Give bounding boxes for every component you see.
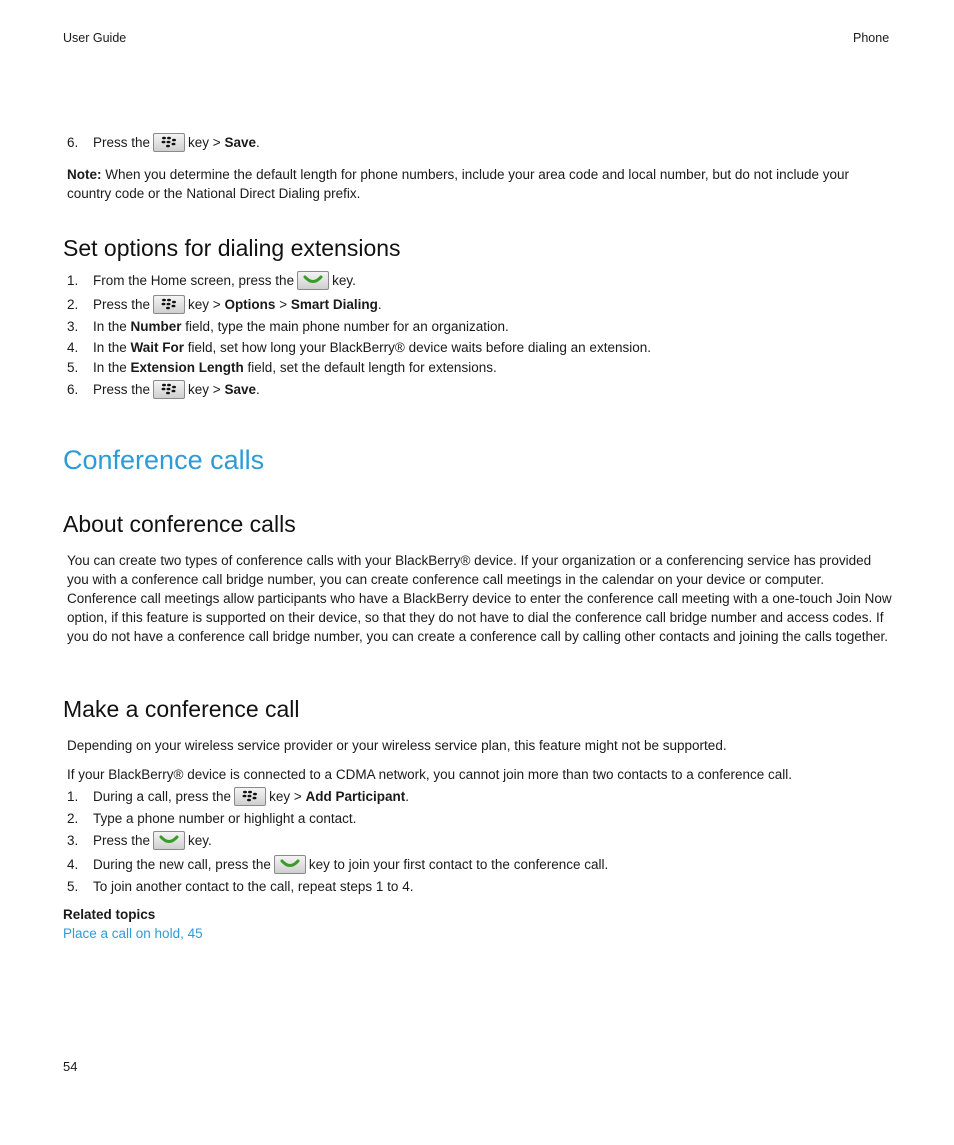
list-item: 4. During the new call, press the key to join your first contact to the conference call. (67, 855, 608, 875)
green-phone-send-key-icon (274, 855, 306, 874)
body-paragraph: If your BlackBerry® device is connected to a CDMA network, you cannot join more than two contacts to a conference call. (67, 767, 793, 782)
chapter-title: Conference calls (63, 445, 265, 475)
body-paragraph: Depending on your wireless service provider or your wireless service plan, this feature might not be supported. (67, 738, 727, 753)
running-header-left: User Guide (63, 31, 127, 45)
page-number: 54 (63, 1059, 78, 1074)
list-item: 1. From the Home screen, press the key. (67, 271, 356, 291)
blackberry-menu-key-icon (153, 295, 185, 314)
blackberry-menu-key-icon (234, 787, 266, 806)
running-header-right: Phone (853, 31, 890, 45)
note-paragraph: Note: When you determine the default length for phone numbers, include your area code and local number, but do not include your country code or the National Direct Dialing prefix. (67, 167, 849, 201)
list-item: 5. In the Extension Length field, set the default length for extensions. (67, 360, 497, 375)
related-topic-link[interactable]: Place a call on hold, 45 (63, 926, 203, 941)
green-phone-send-key-icon (297, 271, 329, 290)
section-heading: About conference calls (63, 511, 296, 537)
blackberry-menu-key-icon (153, 380, 185, 399)
list-item: 6. Press the key > Save. (67, 133, 260, 153)
list-item: 5. To join another contact to the call, repeat steps 1 to 4. (67, 879, 414, 894)
related-topics-heading: Related topics (63, 907, 156, 922)
list-item: 4. In the Wait For field, set how long your BlackBerry® device waits before dialing an extension. (67, 340, 651, 355)
list-item: 1. During a call, press the key > Add Participant. (67, 787, 409, 807)
section-heading: Set options for dialing extensions (63, 235, 401, 261)
list-item: 3. In the Number field, type the main phone number for an organization. (67, 319, 509, 334)
list-item: 6. Press the key > Save. (67, 380, 260, 400)
body-paragraph: You can create two types of conference calls with your BlackBerry® device. If your organization or a conferencing service has provided you with a conference call bridge number, you can create conference call meetings in the calendar on your device or computer. Conference call meetings allow participants who have a BlackBerry device to enter the conference call meeting with a one-touch Join Now option, if this feature is supported on their device, so that they do not have to dial the conference call bridge number and access codes. If you do not have a conference call bridge number, you can create a conference call by calling other contacts and joining the calls together. (67, 553, 892, 644)
list-item: 2. Press the key > Options > Smart Dialing. (67, 295, 382, 315)
blackberry-menu-key-icon (153, 133, 185, 152)
list-item: 2. Type a phone number or highlight a contact. (67, 811, 357, 826)
section-heading: Make a conference call (63, 696, 300, 722)
green-phone-send-key-icon (153, 831, 185, 850)
list-item: 3. Press the key. (67, 831, 212, 851)
